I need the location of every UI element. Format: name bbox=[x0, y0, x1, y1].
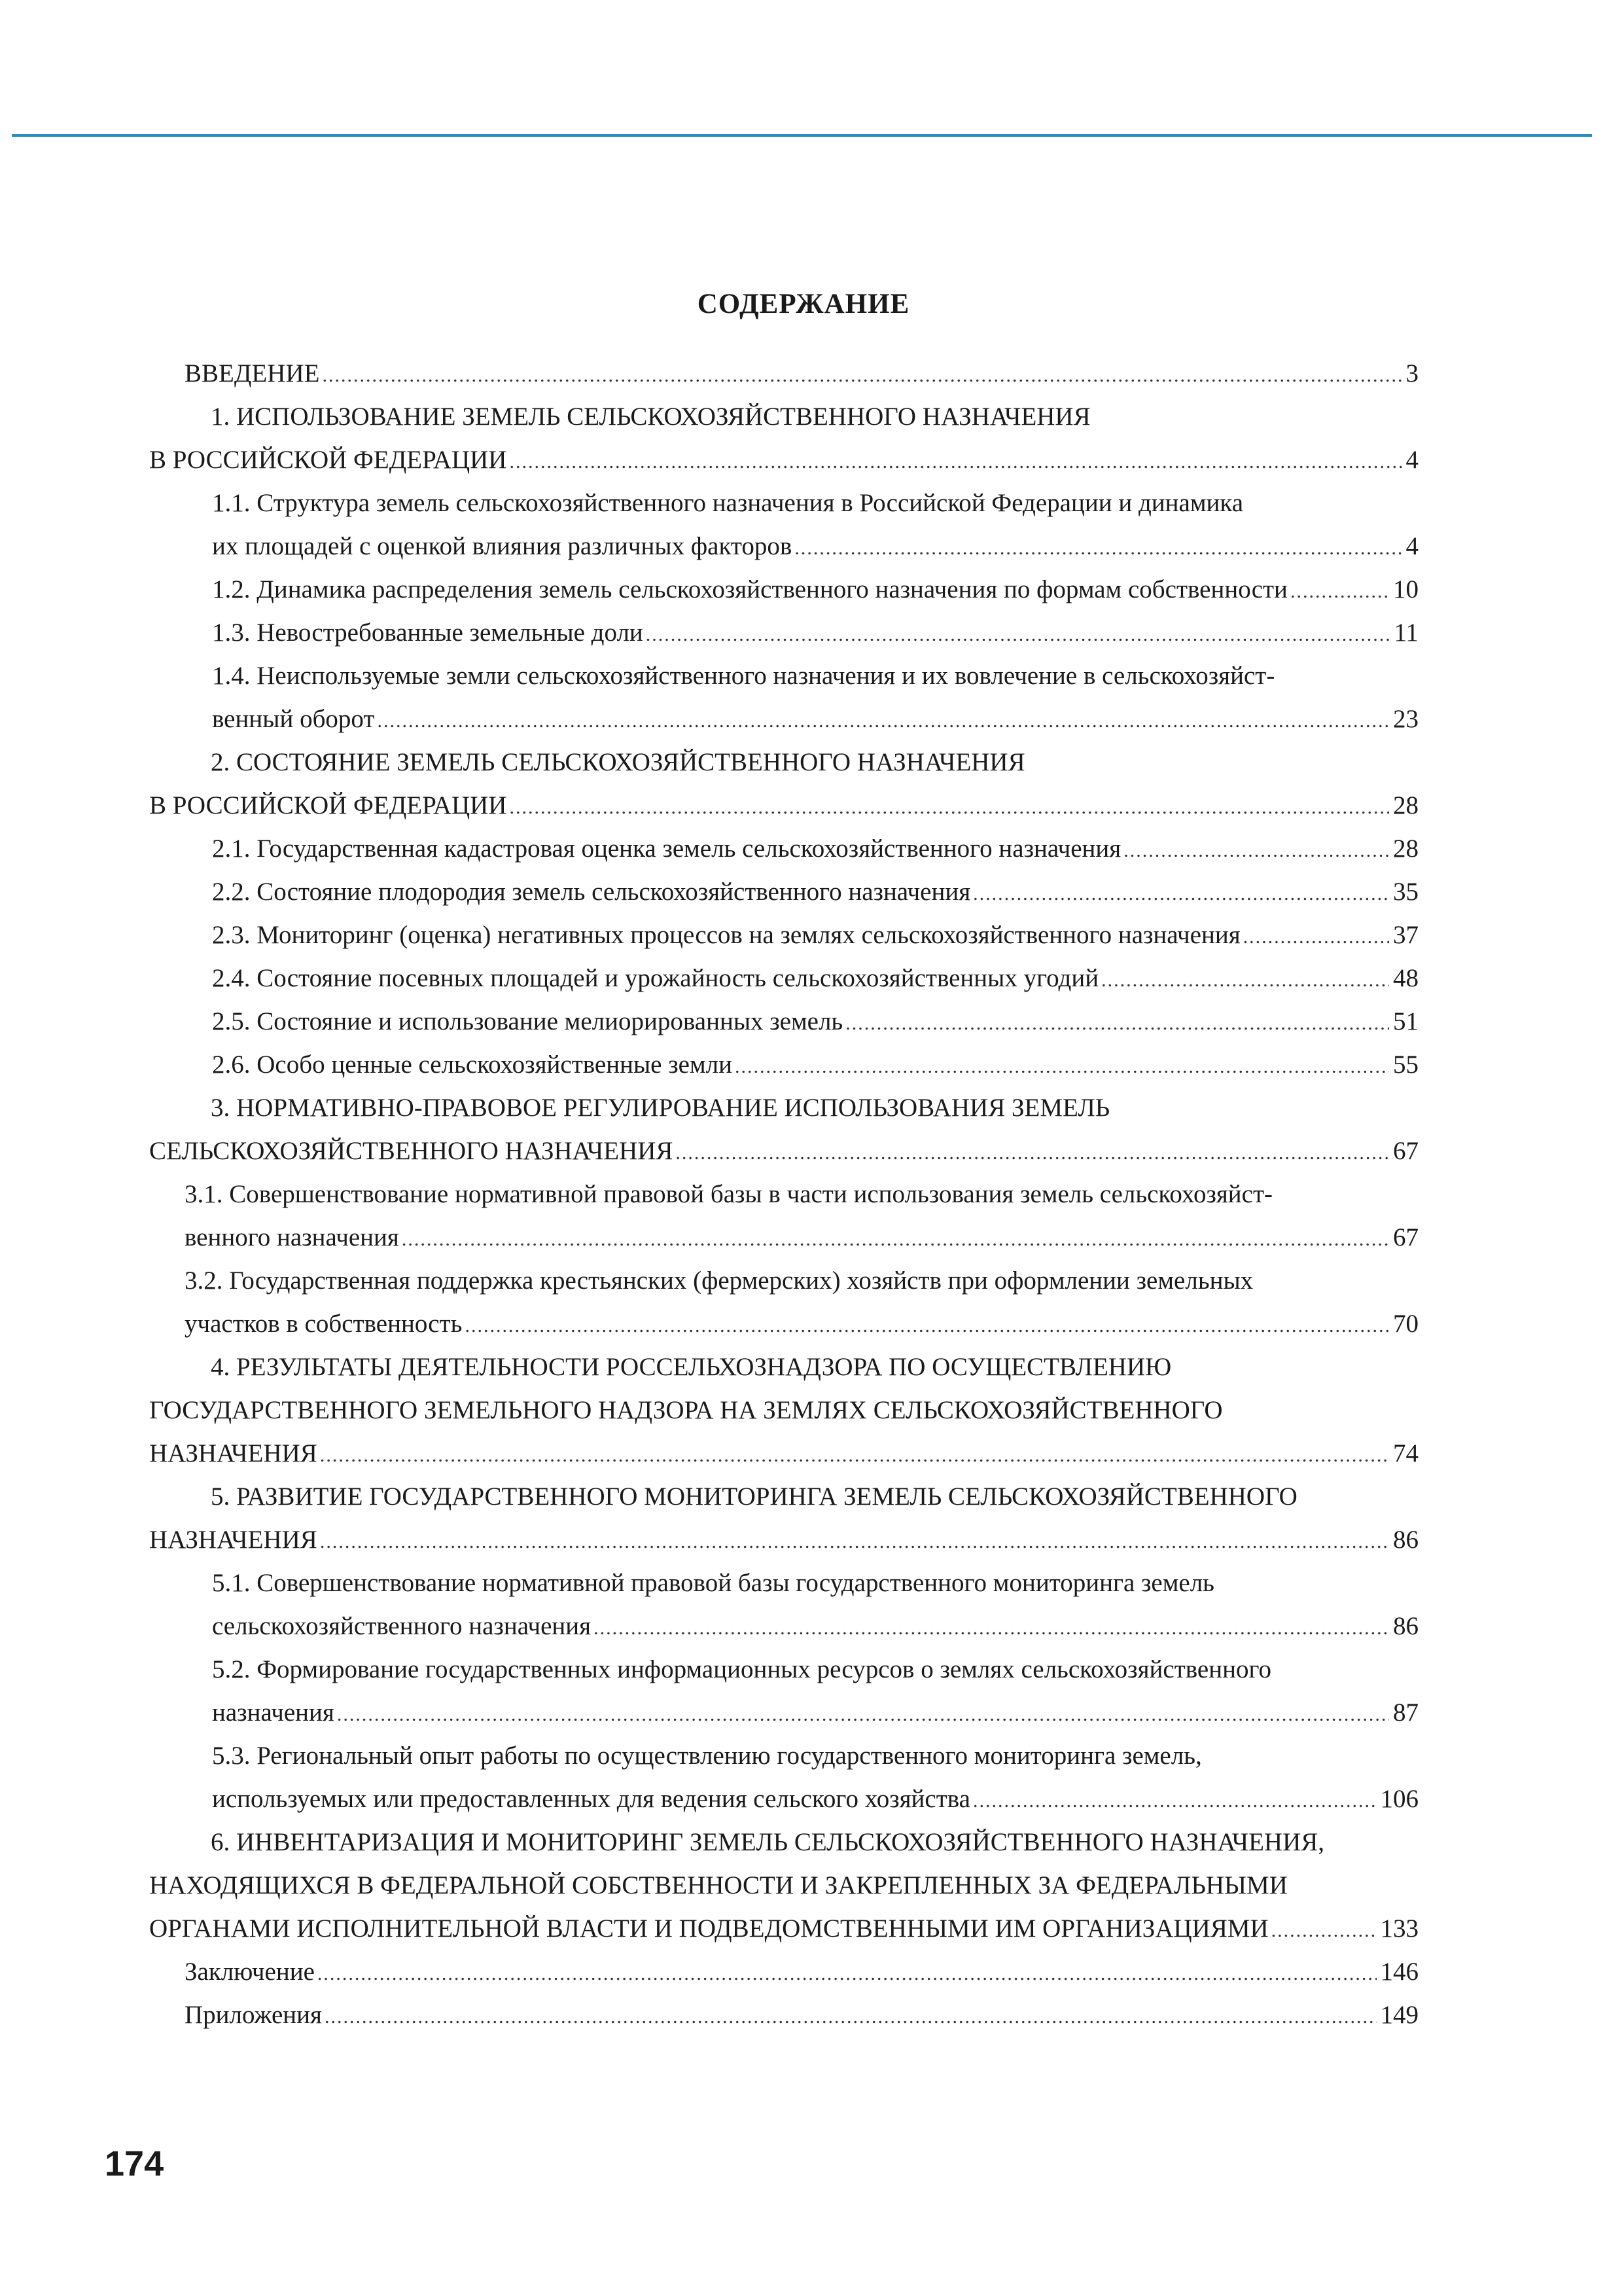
dot-leader bbox=[1271, 1909, 1377, 1950]
toc-entry-text: 2. СОСТОЯНИЕ ЗЕМЕЛЬ СЕЛЬСКОХОЗЯЙСТВЕННОГО НАЗНАЧЕНИЯ bbox=[211, 748, 1025, 776]
toc-page-number: 70 bbox=[1393, 1310, 1419, 1338]
toc-entry-text: сельскохозяйственного назначения bbox=[212, 1612, 592, 1640]
toc-entry-text: ВВЕДЕНИЕ bbox=[185, 359, 320, 387]
toc-page-number: 55 bbox=[1393, 1050, 1419, 1079]
toc-entry-text: 6. ИНВЕНТАРИЗАЦИЯ И МОНИТОРИНГ ЗЕМЕЛЬ СЕЛЬСКОХОЗЯЙСТВЕННОГО НАЗНАЧЕНИЯ, bbox=[211, 1828, 1325, 1856]
toc-page-number: 146 bbox=[1380, 1958, 1419, 1986]
dot-leader bbox=[509, 440, 1402, 482]
toc-page-number: 74 bbox=[1393, 1439, 1419, 1467]
toc-entry-text: 3.1. Совершенствование нормативной правовой базы в части использования земель сельскохозяйст- bbox=[185, 1180, 1273, 1208]
dot-leader bbox=[377, 700, 1389, 741]
toc-entry-text: назначения bbox=[212, 1698, 334, 1727]
toc-entry-text: 2.2. Состояние плодородия земель сельскохозяйственного назначения bbox=[212, 878, 971, 906]
toc-entry[interactable] bbox=[149, 482, 1419, 568]
dot-leader bbox=[317, 1952, 1377, 1994]
toc-entry[interactable] bbox=[149, 1346, 1419, 1475]
dot-leader bbox=[320, 1520, 1389, 1562]
toc-page-number: 51 bbox=[1393, 1007, 1419, 1035]
dot-leader bbox=[402, 1218, 1389, 1259]
dot-leader bbox=[1123, 829, 1389, 870]
toc-entry-text: участков в собственность bbox=[185, 1310, 463, 1338]
dot-leader bbox=[973, 872, 1389, 914]
toc-page-number: 67 bbox=[1393, 1137, 1419, 1165]
dot-leader bbox=[320, 1434, 1389, 1475]
toc-entry[interactable] bbox=[149, 1821, 1419, 1950]
toc-entry-text: 5. РАЗВИТИЕ ГОСУДАРСТВЕННОГО МОНИТОРИНГА ЗЕМЕЛЬ СЕЛЬСКОХОЗЯЙСТВЕННОГО bbox=[211, 1482, 1298, 1511]
toc-entry-text: 3. НОРМАТИВНО-ПРАВОВОЕ РЕГУЛИРОВАНИЕ ИСПОЛЬЗОВАНИЯ ЗЕМЕЛЬ bbox=[211, 1094, 1110, 1122]
toc-page-number: 87 bbox=[1393, 1698, 1419, 1727]
toc-entry[interactable] bbox=[149, 1000, 1419, 1043]
toc-page-number: 86 bbox=[1393, 1526, 1419, 1554]
toc-entry[interactable] bbox=[149, 352, 1419, 395]
toc-page-number: 23 bbox=[1393, 705, 1419, 733]
toc-entry[interactable] bbox=[149, 1562, 1419, 1648]
toc-entry-text: В РОССИЙСКОЙ ФЕДЕРАЦИИ bbox=[149, 791, 507, 819]
dot-leader bbox=[675, 1132, 1389, 1173]
toc-entry-text: ГОСУДАРСТВЕННОГО ЗЕМЕЛЬНОГО НАДЗОРА НА ЗЕМЛЯХ СЕЛЬСКОХОЗЯЙСТВЕННОГО bbox=[149, 1396, 1223, 1424]
toc-entry[interactable] bbox=[149, 1734, 1419, 1821]
dot-leader bbox=[735, 1045, 1389, 1086]
toc-entry[interactable] bbox=[149, 1086, 1419, 1173]
dot-leader bbox=[593, 1607, 1389, 1648]
toc-page-number: 10 bbox=[1393, 575, 1419, 603]
dot-leader bbox=[509, 786, 1389, 827]
table-of-contents bbox=[149, 352, 1419, 2037]
toc-entry-text: НАЗНАЧЕНИЯ bbox=[149, 1526, 317, 1554]
toc-page-number: 3 bbox=[1405, 359, 1419, 387]
toc-entry[interactable] bbox=[149, 870, 1419, 914]
dot-leader bbox=[465, 1304, 1389, 1346]
toc-entry[interactable] bbox=[149, 655, 1419, 741]
toc-entry[interactable] bbox=[149, 1475, 1419, 1562]
toc-entry-text: их площадей с оценкой влияния различных факторов bbox=[212, 532, 792, 560]
toc-page-number: 106 bbox=[1380, 1785, 1419, 1813]
toc-page-number: 48 bbox=[1393, 964, 1419, 992]
toc-entry-text: 1.2. Динамика распределения земель сельскохозяйственного назначения по формам собственности bbox=[212, 575, 1288, 603]
toc-page-number: 133 bbox=[1380, 1914, 1419, 1943]
dot-leader bbox=[1101, 959, 1389, 1000]
toc-entry-text: 1.3. Невостребованные земельные доли bbox=[212, 619, 643, 647]
page-number: 174 bbox=[105, 2144, 164, 2183]
toc-entry-text: венного назначения bbox=[185, 1223, 399, 1251]
toc-entry-text: 5.1. Совершенствование нормативной правовой базы государственного мониторинга земель bbox=[212, 1569, 1214, 1597]
toc-entry[interactable] bbox=[149, 1950, 1419, 1994]
toc-entry-text: Приложения bbox=[185, 2001, 322, 2029]
toc-entry-text: 5.3. Региональный опыт работы по осуществлению государственного мониторинга земель, bbox=[212, 1742, 1202, 1770]
toc-entry[interactable] bbox=[149, 914, 1419, 957]
toc-entry-text: 1.4. Неиспользуемые земли сельскохозяйственного назначения и их вовлечение в сельскохозяйст- bbox=[212, 662, 1275, 690]
dot-leader bbox=[1243, 916, 1389, 957]
toc-title: СОДЕРЖАНИЕ bbox=[697, 289, 910, 319]
toc-entry-text: 2.1. Государственная кадастровая оценка земель сельскохозяйственного назначения bbox=[212, 834, 1121, 863]
toc-entry-text: 2.6. Особо ценные сельскохозяйственные земли bbox=[212, 1050, 732, 1079]
toc-entry-text: 2.3. Мониторинг (оценка) негативных процессов на землях сельскохозяйственного назначения bbox=[212, 921, 1241, 949]
toc-entry-text: НАЗНАЧЕНИЯ bbox=[149, 1439, 317, 1467]
toc-entry-text: 5.2. Формирование государственных информационных ресурсов о землях сельскохозяйственного bbox=[212, 1655, 1271, 1683]
toc-entry-text: НАХОДЯЩИХСЯ В ФЕДЕРАЛЬНОЙ СОБСТВЕННОСТИ И ЗАКРЕПЛЕННЫХ ЗА ФЕДЕРАЛЬНЫМИ bbox=[149, 1871, 1288, 1899]
toc-entry-text: 2.5. Состояние и использование мелиорированных земель bbox=[212, 1007, 843, 1035]
dot-leader bbox=[973, 1780, 1377, 1821]
toc-entry[interactable] bbox=[149, 395, 1419, 482]
toc-entry[interactable] bbox=[149, 741, 1419, 827]
toc-page-number: 11 bbox=[1394, 619, 1419, 647]
toc-entry-text: СЕЛЬСКОХОЗЯЙСТВЕННОГО НАЗНАЧЕНИЯ bbox=[149, 1137, 673, 1165]
toc-entry[interactable] bbox=[149, 1259, 1419, 1346]
dot-leader bbox=[325, 1996, 1377, 2037]
toc-page-number: 4 bbox=[1405, 532, 1419, 560]
toc-entry[interactable] bbox=[149, 611, 1419, 655]
toc-entry[interactable] bbox=[149, 1043, 1419, 1086]
dot-leader bbox=[845, 1002, 1389, 1043]
dot-leader bbox=[1290, 570, 1389, 611]
toc-entry[interactable] bbox=[149, 1648, 1419, 1734]
toc-entry[interactable] bbox=[149, 1994, 1419, 2037]
dot-leader bbox=[646, 613, 1390, 655]
toc-page-number: 4 bbox=[1405, 446, 1419, 474]
toc-entry-text: 1. ИСПОЛЬЗОВАНИЕ ЗЕМЕЛЬ СЕЛЬСКОХОЗЯЙСТВЕННОГО НАЗНАЧЕНИЯ bbox=[211, 403, 1091, 431]
dot-leader bbox=[794, 527, 1402, 568]
toc-page-number: 86 bbox=[1393, 1612, 1419, 1640]
toc-entry-text: используемых или предоставленных для ведения сельского хозяйства bbox=[212, 1785, 970, 1813]
toc-entry-text: В РОССИЙСКОЙ ФЕДЕРАЦИИ bbox=[149, 446, 507, 474]
toc-entry-text: ОРГАНАМИ ИСПОЛНИТЕЛЬНОЙ ВЛАСТИ И ПОДВЕДОМСТВЕННЫМИ ИМ ОРГАНИЗАЦИЯМИ bbox=[149, 1914, 1269, 1943]
toc-entry-text: 1.1. Структура земель сельскохозяйственного назначения в Российской Федерации и динамика bbox=[212, 489, 1244, 517]
toc-entry-text: 4. РЕЗУЛЬТАТЫ ДЕЯТЕЛЬНОСТИ РОССЕЛЬХОЗНАДЗОРА ПО ОСУЩЕСТВЛЕНИЮ bbox=[211, 1353, 1172, 1381]
toc-page-number: 35 bbox=[1393, 878, 1419, 906]
header-rule bbox=[12, 134, 1592, 137]
toc-entry-text: Заключение bbox=[185, 1958, 315, 1986]
toc-entry[interactable] bbox=[149, 827, 1419, 870]
toc-page-number: 28 bbox=[1393, 791, 1419, 819]
toc-entry-text: 2.4. Состояние посевных площадей и урожайность сельскохозяйственных угодий bbox=[212, 964, 1099, 992]
toc-page-number: 28 bbox=[1393, 834, 1419, 863]
toc-entry-text: 3.2. Государственная поддержка крестьянских (фермерских) хозяйств при оформлении земельных bbox=[185, 1266, 1254, 1295]
toc-page-number: 149 bbox=[1380, 2001, 1419, 2029]
toc-entry[interactable] bbox=[149, 1173, 1419, 1259]
toc-page-number: 67 bbox=[1393, 1223, 1419, 1251]
toc-entry[interactable] bbox=[149, 957, 1419, 1000]
toc-page-number: 37 bbox=[1393, 921, 1419, 949]
dot-leader bbox=[322, 354, 1402, 395]
dot-leader bbox=[337, 1693, 1389, 1734]
toc-entry-text: венный оборот bbox=[212, 705, 375, 733]
toc-entry[interactable] bbox=[149, 568, 1419, 611]
